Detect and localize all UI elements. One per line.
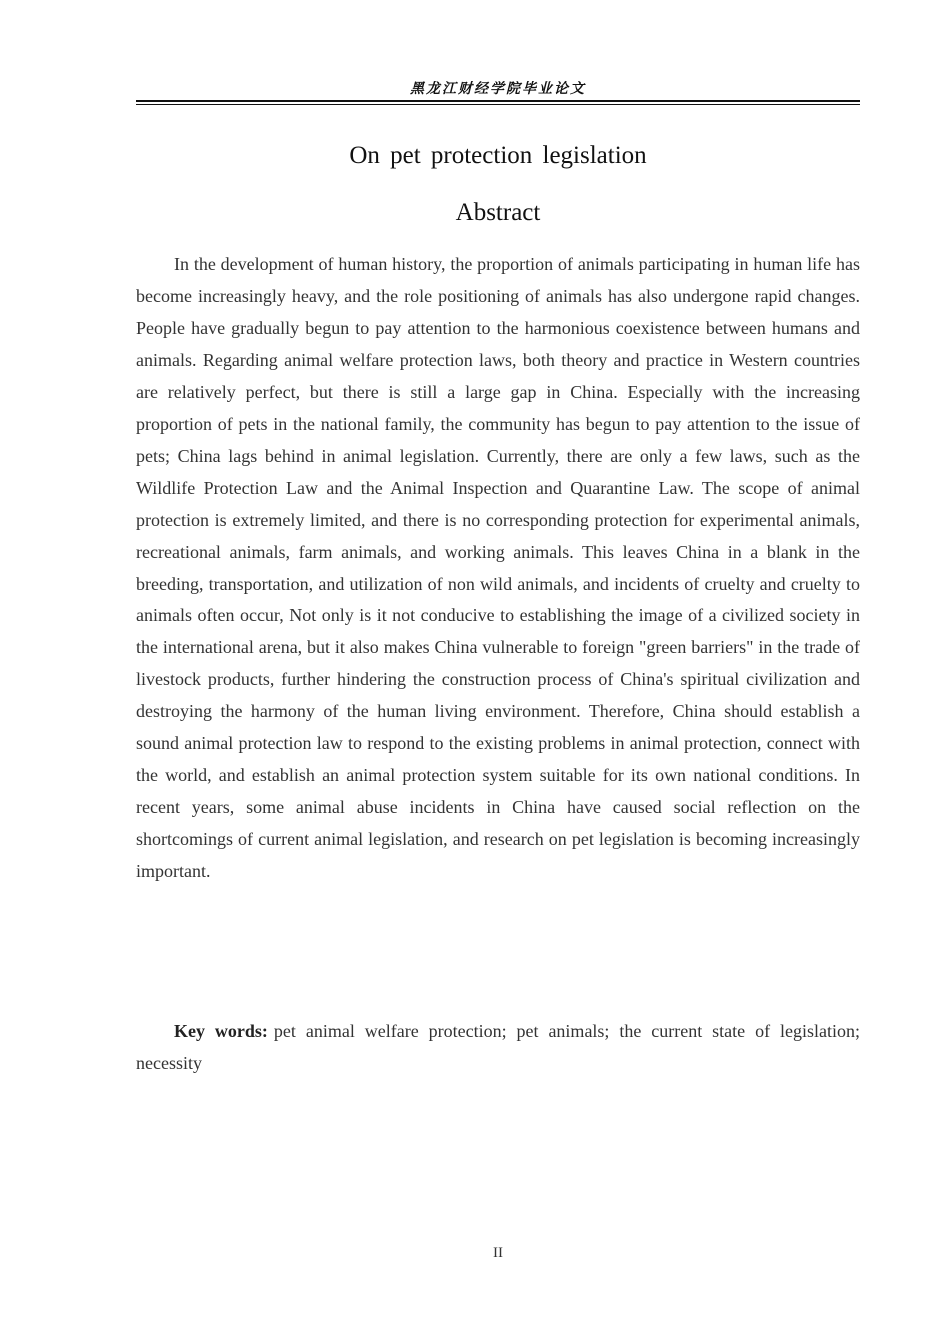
paper-title: On pet protection legislation <box>349 142 647 169</box>
header-rule-thin <box>136 104 860 105</box>
page-number: II <box>493 1245 503 1261</box>
abstract-heading: Abstract <box>455 199 541 226</box>
keywords-text: pet animal welfare protection; pet animals; the current state of legislation; necessity <box>136 1021 860 1073</box>
header-rule-thick <box>136 100 860 102</box>
keywords-label: Key words: <box>174 1021 268 1041</box>
abstract-body: In the development of human history, the proportion of animals participating in human life has become increasingly heavy, and the role positioning of animals has also undergone rapid changes. People have gradually begun to pay attention to the harmonious coexistence between humans and animals. Regarding animal welfare protection laws, both theory and practice in Western countries are relatively perfect, but there is still a large gap in China. Especially with the increasing proportion of pets in the national family, the community has begun to pay attention to the issue of pets; China lags behind in animal legislation. Currently, there are only a few laws, such as the Wildlife Protection Law and the Animal Inspection and Quarantine Law. The scope of animal protection is extremely limited, and there is no corresponding protection for experimental animals, recreational animals, farm animals, and working animals. This leaves China in a blank in the breeding, transportation, and utilization of non wild animals, and incidents of cruelty and cruelty to animals often occur, Not only is it not conducive to establishing the image of a civilized society in the international arena, but it also makes China vulnerable to foreign "green barriers" in the trade of livestock products, further hindering the construction process of China's spiritual civilization and destroying the harmony of the human living environment. Therefore, China should establish a sound animal protection law to respond to the existing problems in animal protection, connect with the world, and establish an animal protection system suitable for its own national conditions. In recent years, some animal abuse incidents in China have caused social reflection on the shortcomings of current animal legislation, and research on pet legislation is becoming increasingly important. <box>136 254 860 882</box>
running-header: 黑龙江财经学院毕业论文 <box>410 81 586 97</box>
keywords-paragraph <box>136 1015 860 1079</box>
